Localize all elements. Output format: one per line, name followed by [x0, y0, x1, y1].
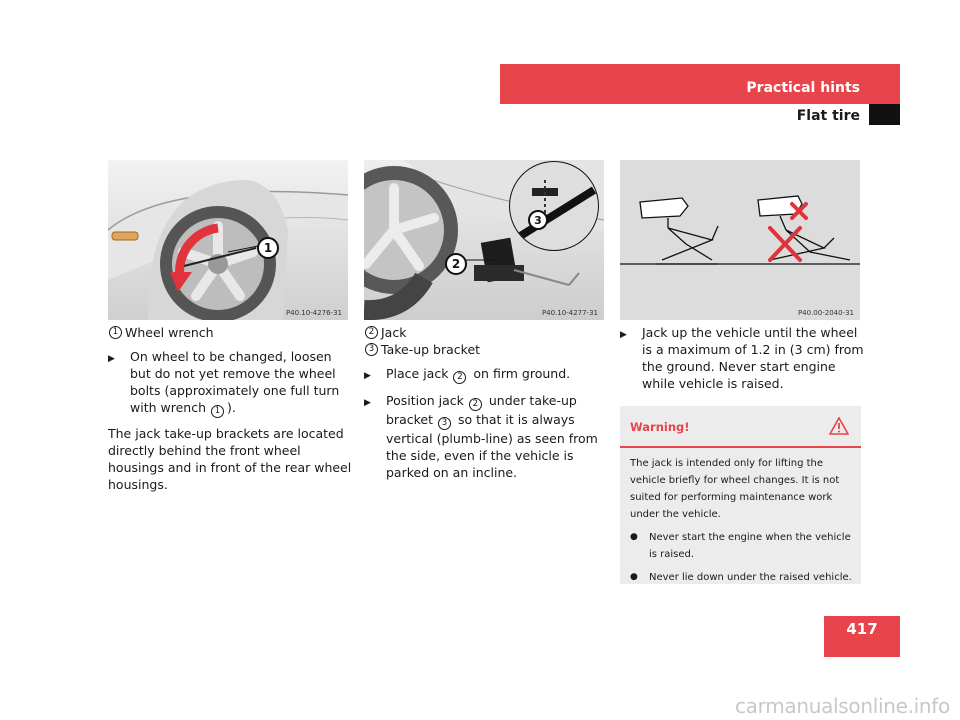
step-text: Place jack 2 on firm ground.	[386, 366, 571, 382]
wheel-wrench-illustration	[108, 160, 348, 320]
jack-position-diagram	[620, 160, 860, 320]
figure-wheel-wrench	[108, 160, 348, 320]
legend-list	[364, 324, 609, 358]
warning-bullet: ● Never lie down under the raised vehicle.	[630, 569, 853, 586]
page-number: 417	[846, 620, 878, 638]
bullet-icon: ●	[630, 532, 638, 542]
section-title: Practical hints	[746, 80, 860, 96]
subsection-title: Flat tire	[796, 108, 860, 124]
figure-code: P40.10-4277-31	[541, 309, 598, 317]
instruction-step	[364, 392, 609, 481]
callout-1-label: 1	[263, 241, 273, 255]
instruction-step	[364, 365, 609, 385]
legend-text: Wheel wrench	[125, 325, 214, 340]
figure-code: P40.00-2040-31	[797, 309, 854, 317]
header-marker	[869, 104, 900, 125]
callout-3-label: 3	[534, 214, 542, 227]
figure-jack-position	[620, 160, 860, 320]
step-text: Position jack 2 under take-up bracket 3 so that it is always vertical (plumb-line) as seen from the side, even if the vehicle is parked on an incline.	[386, 393, 598, 480]
callout-number: 2	[469, 398, 482, 411]
instruction-step	[108, 348, 353, 418]
column-3	[620, 324, 865, 399]
column-2	[364, 324, 609, 488]
warning-body	[620, 448, 861, 586]
callout-number: 3	[438, 417, 451, 430]
legend-item	[364, 324, 609, 341]
column-1	[108, 324, 353, 500]
warning-header	[620, 406, 861, 448]
warning-text: The jack is intended only for lifting the vehicle briefly for wheel changes. It is not suited for performing maintenance work under the vehicle.	[630, 458, 840, 520]
warning-bullet: ● Never start the engine when the vehicle is raised.	[630, 529, 853, 563]
callout-number: 1	[109, 326, 122, 339]
jack-illustration	[364, 160, 604, 320]
figure-jack	[364, 160, 604, 320]
bullet-icon: ●	[630, 572, 638, 582]
instruction-step	[620, 324, 865, 392]
step-arrow-icon: ▶	[364, 398, 371, 408]
legend-list	[108, 324, 353, 341]
callout-number: 2	[365, 326, 378, 339]
figure-code: P40.10-4276-31	[285, 309, 342, 317]
step-arrow-icon: ▶	[620, 330, 627, 340]
step-text: Jack up the vehicle until the wheel is a maximum of 1.2 in (3 cm) from the ground. Never start engine while vehicle is raised.	[642, 325, 864, 391]
legend-item	[108, 324, 353, 341]
legend-text: Take-up bracket	[381, 342, 481, 357]
legend-text: Jack	[381, 325, 407, 340]
step-text: On wheel to be changed, loosen but do not yet remove the wheel bolts (approximately one full turn with wrench 1 ).	[130, 349, 340, 416]
callout-2-label: 2	[451, 257, 461, 271]
legend-item	[364, 341, 609, 358]
callout-number: 2	[453, 371, 466, 384]
watermark: carmanualsonline.info	[734, 694, 950, 718]
step-arrow-icon: ▶	[108, 354, 115, 364]
body-paragraph: The jack take-up brackets are located directly behind the front wheel housings and in front of the rear wheel housings.	[108, 425, 352, 492]
warning-box	[620, 406, 861, 584]
callout-number: 3	[365, 343, 378, 356]
warning-triangle-icon	[829, 417, 849, 435]
step-arrow-icon: ▶	[364, 371, 371, 381]
warning-title: Warning!	[630, 420, 690, 434]
callout-number: 1	[211, 405, 224, 418]
